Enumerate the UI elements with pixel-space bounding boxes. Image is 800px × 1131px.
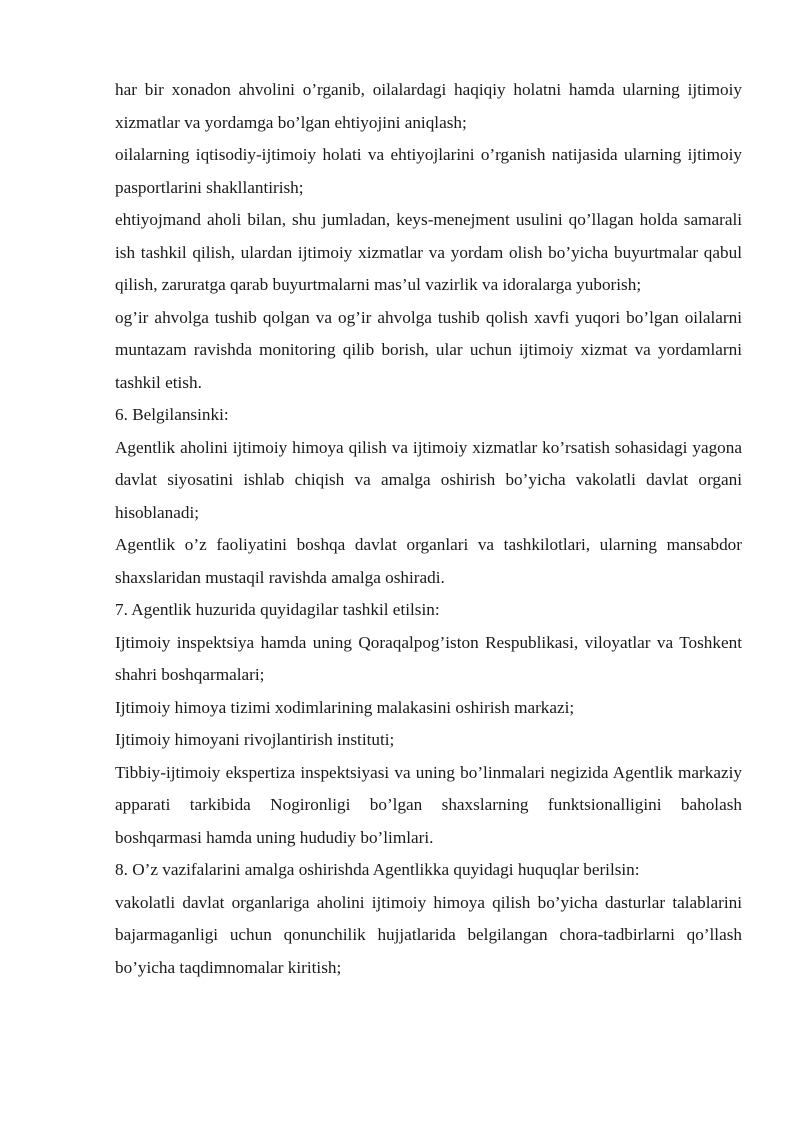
paragraph-agency-independence: Agentlik o’z faoliyatini boshqa davlat organlari va tashkilotlari, ularning mansabdor shaxslaridan mustaqil ravishda amalga oshiradi. (115, 535, 742, 587)
paragraph-family-monitoring: og’ir ahvolga tushib qolgan va og’ir ahvolga tushib qolish xavfi yuqori bo’lgan oilalarni muntazam ravishda monitoring qilib borish, ular uchun ijtimoiy xizmat va yordamlarni tashkil etish. (115, 307, 742, 392)
paragraph-case-management: ehtiyojmand aholi bilan, shu jumladan, keys-menejment usulini qo’llagan holda samarali ish tashkil qilish, ulardan ijtimoiy xizmatlar va yordam olish bo’yicha buyurtmalar qabul qilish, zaruratga qarab buyurtmalarni mas’ul vazirlik va idoralarga yuborish; (115, 210, 742, 294)
paragraph-agency-authority: Agentlik aholini ijtimoiy himoya qilish va ijtimoiy xizmatlar ko’rsatish sohasidagi yagona davlat siyosatini ishlab chiqish va amalga oshirish bo’yicha vakolatli davlat organi hisoblanadi; (115, 437, 742, 522)
paragraph-disability-assessment: Tibbiy-ijtimoiy ekspertiza inspektsiyasi va uning bo’linmalari negizida Agentlik markaziy apparati tarkibida Nogironligi bo’lgan shaxslarning funktsionalligini baholash boshqarmasi hamda uning hududiy bo’limlari. (115, 762, 742, 847)
section-heading-7: 7. Agentlik huzurida quyidagilar tashkil etilsin: (115, 600, 440, 619)
document-page (115, 74, 742, 984)
paragraph-social-inspection: Ijtimoiy inspektsiya hamda uning Qoraqalpog’iston Respublikasi, viloyatlar va Toshkent shahri boshqarmalari; (115, 632, 742, 684)
section-heading-8: 8. O’z vazifalarini amalga oshirishda Agentlikka quyidagi huquqlar berilsin: (115, 860, 640, 879)
paragraph-development-institute: Ijtimoiy himoyani rivojlantirish instituti; (115, 730, 395, 749)
paragraph-social-passports: oilalarning iqtisodiy-ijtimoiy holati va ehtiyojlarini o’rganish natijasida ularning ijtimoiy pasportlarini shakllantirish; (115, 145, 742, 197)
paragraph-submissions-right: vakolatli davlat organlariga aholini ijtimoiy himoya qilish bo’yicha dasturlar talablarini bajarmaganligi uchun qonunchilik hujjatlarida belgilangan chora-tadbirlarni qo’llash bo’yicha taqdimnomalar kiritish; (115, 892, 742, 977)
paragraph-training-center: Ijtimoiy himoya tizimi xodimlarining malakasini oshirish markazi; (115, 697, 575, 717)
paragraph-household-study: har bir xonadon ahvolini o’rganib, oilalardagi haqiqiy holatni hamda ularning ijtimoiy xizmatlar va yordamga bo’lgan ehtiyojini aniqlash; (115, 80, 742, 132)
section-heading-6: 6. Belgilansinki: (115, 405, 229, 424)
